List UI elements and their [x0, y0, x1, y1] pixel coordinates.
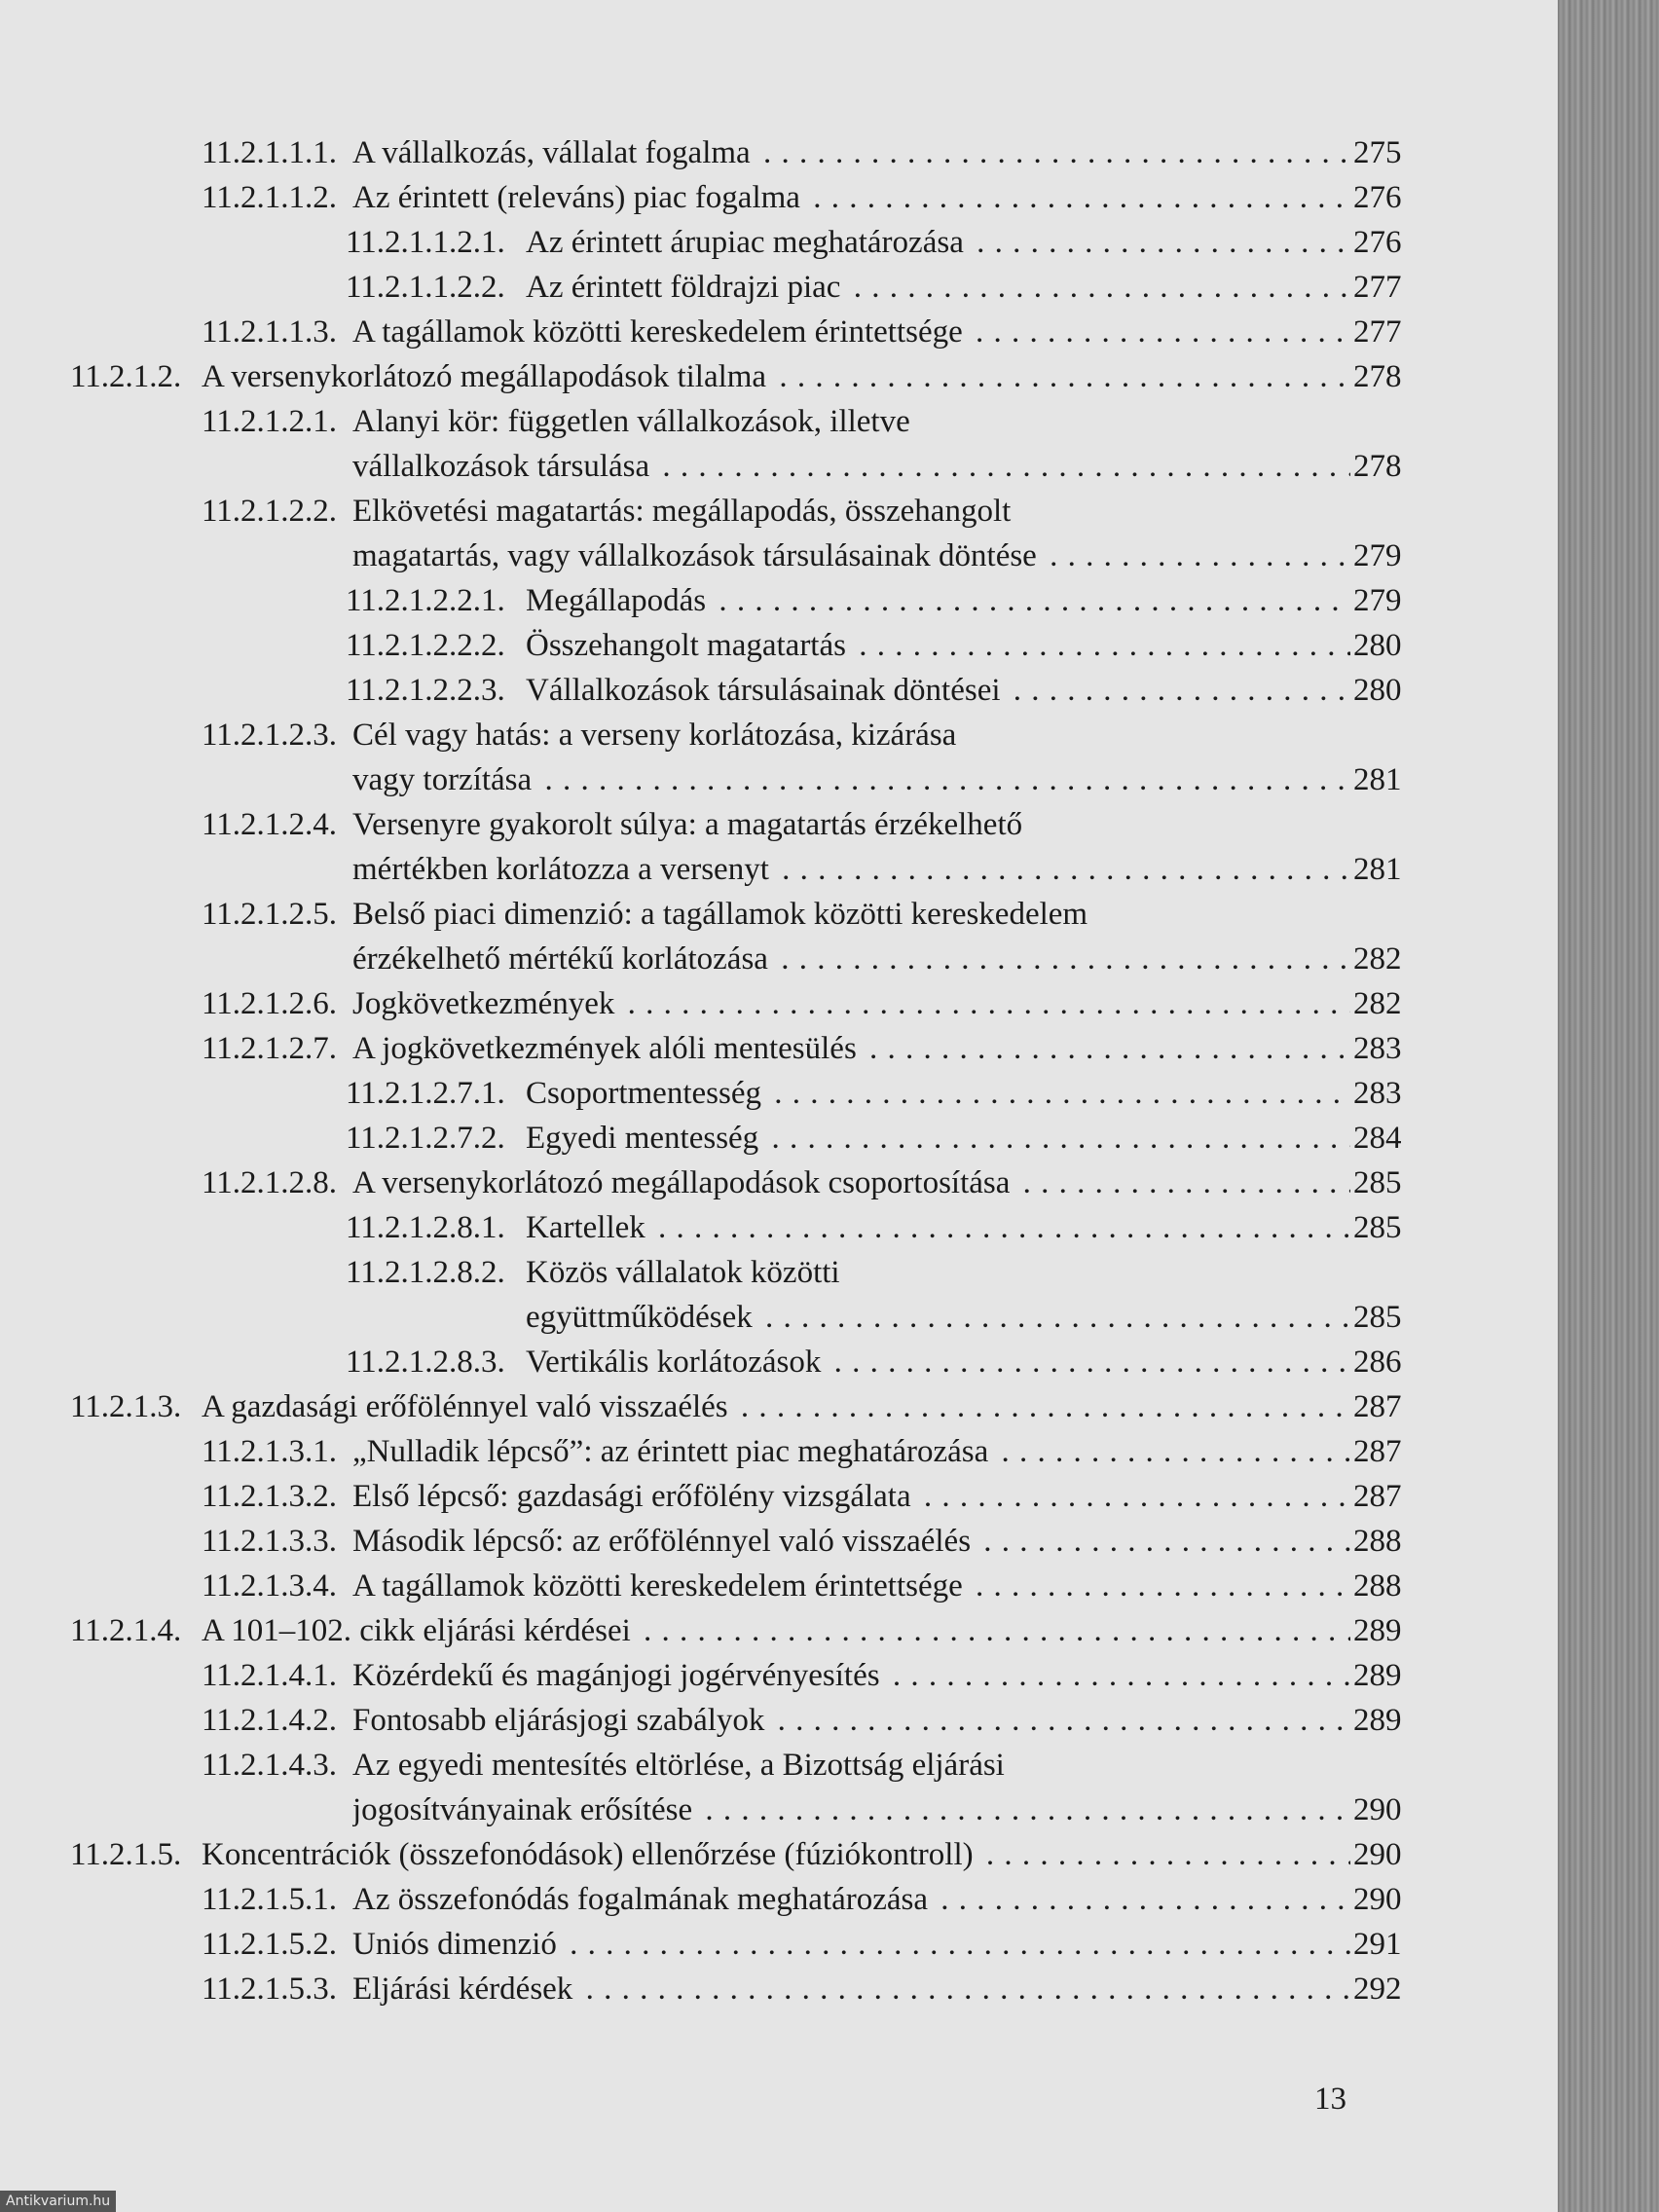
section-title-wrap	[202, 354, 1350, 399]
toc-line	[0, 1384, 1558, 1429]
toc-line	[0, 130, 1558, 175]
section-title-wrap	[202, 1608, 1350, 1653]
section-title-wrap	[352, 1429, 1350, 1474]
toc-line	[0, 981, 1558, 1026]
toc-line	[0, 399, 1558, 444]
section-number: 11.2.1.2.2.3.	[346, 673, 505, 708]
section-title: Közös vállalatok közötti	[526, 1255, 844, 1290]
toc-line	[0, 1071, 1558, 1116]
section-number: 11.2.1.2.4.	[202, 807, 338, 842]
section-number: 11.2.1.1.2.1.	[346, 225, 505, 260]
section-title-wrap	[352, 1519, 1350, 1564]
section-title-wrap	[352, 713, 1350, 757]
section-title: Az összefonódás fogalmának meghatározása	[352, 1882, 932, 1917]
section-title: A vállalkozás, vállalat fogalma	[352, 135, 755, 170]
section-title-wrap	[202, 1384, 1350, 1429]
section-page-number: 275	[1353, 135, 1402, 170]
section-number: 11.2.1.4.2.	[202, 1703, 338, 1738]
section-title-wrap	[352, 444, 1350, 489]
toc-entry	[0, 1026, 1558, 1071]
toc-entry	[0, 1877, 1558, 1922]
section-page-number: 290	[1353, 1882, 1402, 1917]
section-number: 11.2.1.2.7.2.	[346, 1121, 505, 1156]
section-title: vagy torzítása	[352, 762, 535, 797]
toc-entry	[0, 578, 1558, 623]
toc-entry	[0, 623, 1558, 668]
section-title-wrap	[352, 981, 1350, 1026]
toc-line	[0, 1743, 1558, 1788]
section-title-wrap	[352, 1743, 1350, 1788]
section-page-number: 280	[1353, 673, 1402, 708]
section-number: 11.2.1.4.1.	[202, 1658, 338, 1693]
section-title-wrap	[352, 937, 1350, 981]
section-number: 11.2.1.5.3.	[202, 1972, 338, 2007]
section-number: 11.2.1.3.3.	[202, 1524, 338, 1559]
toc-entry	[0, 1205, 1558, 1250]
section-title-wrap	[526, 1295, 1350, 1340]
section-number: 11.2.1.2.8.3.	[346, 1345, 505, 1380]
toc-entry	[0, 1071, 1558, 1116]
page-stack-edge	[1558, 0, 1659, 2212]
toc-entry	[0, 220, 1558, 265]
toc-entry	[0, 1519, 1558, 1564]
toc-entry	[0, 1250, 1558, 1340]
toc-entry	[0, 310, 1558, 354]
section-title: „Nulladik lépcső”: az érintett piac meghatározása	[352, 1434, 992, 1469]
section-number: 11.2.1.2.2.1.	[346, 583, 505, 618]
toc-line	[0, 175, 1558, 220]
toc-line	[0, 1161, 1558, 1205]
section-page-number: 290	[1353, 1792, 1402, 1827]
toc-entry	[0, 1608, 1558, 1653]
section-title-wrap	[202, 1832, 1350, 1877]
section-title-wrap	[352, 310, 1350, 354]
section-title: magatartás, vagy vállalkozások társulásainak döntése	[352, 538, 1041, 573]
section-number: 11.2.1.2.6.	[202, 986, 338, 1021]
section-title-wrap	[352, 1877, 1350, 1922]
section-page-number: 288	[1353, 1568, 1402, 1604]
toc-line	[0, 354, 1558, 399]
watermark: Antikvarium.hu	[0, 2191, 116, 2212]
toc-line	[0, 1832, 1558, 1877]
section-title-wrap	[352, 534, 1350, 578]
toc-entry	[0, 802, 1558, 892]
toc-entry	[0, 892, 1558, 981]
section-title: Összehangolt magatartás	[526, 628, 850, 663]
section-title: Kartellek	[526, 1210, 649, 1245]
toc-line	[0, 892, 1558, 937]
section-title-wrap	[352, 1026, 1350, 1071]
toc-entry	[0, 354, 1558, 399]
section-number: 11.2.1.2.2.	[202, 494, 338, 529]
section-title: A versenykorlátozó megállapodások tilalma	[202, 359, 770, 394]
toc-entry	[0, 1967, 1558, 2011]
toc-line	[0, 489, 1558, 534]
section-title: Fontosabb eljárásjogi szabályok	[352, 1703, 768, 1738]
toc-line	[0, 1608, 1558, 1653]
section-page-number: 282	[1353, 941, 1402, 977]
section-page-number: 281	[1353, 762, 1402, 797]
section-title: A tagállamok közötti kereskedelem érintettsége	[352, 1568, 967, 1604]
toc-entry	[0, 1340, 1558, 1384]
toc-line	[0, 757, 1558, 802]
section-number: 11.2.1.5.1.	[202, 1882, 338, 1917]
section-title-wrap	[352, 175, 1350, 220]
section-title-wrap	[352, 399, 1350, 444]
section-number: 11.2.1.2.8.2.	[346, 1255, 505, 1290]
section-number: 11.2.1.2.	[70, 359, 182, 394]
toc-entry	[0, 981, 1558, 1026]
section-title-wrap	[352, 892, 1350, 937]
section-title: Az érintett (releváns) piac fogalma	[352, 180, 804, 215]
section-title: Csoportmentesség	[526, 1076, 765, 1111]
section-number: 11.2.1.2.3.	[202, 718, 338, 753]
section-page-number: 282	[1353, 986, 1402, 1021]
table-of-contents	[0, 130, 1558, 2011]
section-title-wrap	[526, 1340, 1350, 1384]
section-title: érzékelhető mértékű korlátozása	[352, 941, 772, 977]
section-page-number: 279	[1353, 583, 1402, 618]
toc-entry	[0, 1698, 1558, 1743]
toc-entry	[0, 1116, 1558, 1161]
section-title: Az érintett árupiac meghatározása	[526, 225, 968, 260]
toc-entry	[0, 1743, 1558, 1832]
section-title-wrap	[352, 1161, 1350, 1205]
section-title-wrap	[352, 1967, 1350, 2011]
toc-line	[0, 1250, 1558, 1295]
section-number: 11.2.1.2.5.	[202, 897, 338, 932]
section-number: 11.2.1.2.8.	[202, 1165, 338, 1200]
section-page-number: 283	[1353, 1031, 1402, 1066]
toc-line	[0, 1788, 1558, 1832]
section-title-wrap	[352, 130, 1350, 175]
toc-line	[0, 1474, 1558, 1519]
section-title: Második lépcső: az erőfölénnyel való visszaélés	[352, 1524, 975, 1559]
section-title-wrap	[352, 1474, 1350, 1519]
section-title-wrap	[526, 623, 1350, 668]
section-page-number: 289	[1353, 1613, 1402, 1648]
toc-line	[0, 1564, 1558, 1608]
section-title: Egyedi mentesség	[526, 1121, 762, 1156]
toc-entry	[0, 1922, 1558, 1967]
toc-line	[0, 937, 1558, 981]
toc-entry	[0, 1474, 1558, 1519]
toc-entry	[0, 713, 1558, 802]
section-title: együttműködések	[526, 1300, 756, 1335]
toc-entry	[0, 175, 1558, 220]
section-title-wrap	[352, 1698, 1350, 1743]
section-page-number: 290	[1353, 1837, 1402, 1872]
section-number: 11.2.1.3.	[70, 1389, 182, 1424]
section-page-number: 285	[1353, 1210, 1402, 1245]
section-title-wrap	[352, 757, 1350, 802]
toc-line	[0, 265, 1558, 310]
section-title: Jogkövetkezmények	[352, 986, 618, 1021]
section-title-wrap	[526, 265, 1350, 310]
section-page-number: 281	[1353, 852, 1402, 887]
section-title: A tagállamok közötti kereskedelem érintettsége	[352, 314, 967, 350]
toc-line	[0, 1922, 1558, 1967]
toc-line	[0, 1205, 1558, 1250]
section-number: 11.2.1.2.7.1.	[346, 1076, 505, 1111]
toc-line	[0, 1026, 1558, 1071]
section-page-number: 286	[1353, 1345, 1402, 1380]
section-number: 11.2.1.2.7.	[202, 1031, 338, 1066]
toc-line	[0, 623, 1558, 668]
section-page-number: 287	[1353, 1434, 1402, 1469]
section-number: 11.2.1.4.	[70, 1613, 182, 1648]
toc-entry	[0, 1832, 1558, 1877]
section-page-number: 287	[1353, 1479, 1402, 1514]
section-page-number: 284	[1353, 1121, 1402, 1156]
section-number: 11.2.1.1.3.	[202, 314, 338, 350]
section-title: Első lépcső: gazdasági erőfölény vizsgálata	[352, 1479, 915, 1514]
section-page-number: 276	[1353, 225, 1402, 260]
section-number: 11.2.1.2.1.	[202, 404, 338, 439]
section-number: 11.2.1.3.2.	[202, 1479, 338, 1514]
section-page-number: 278	[1353, 359, 1402, 394]
toc-line	[0, 847, 1558, 892]
section-page-number: 278	[1353, 449, 1402, 484]
section-title-wrap	[352, 802, 1350, 847]
section-number: 11.2.1.1.2.2.	[346, 270, 505, 305]
toc-line	[0, 1877, 1558, 1922]
section-title-wrap	[526, 1116, 1350, 1161]
toc-entry	[0, 1564, 1558, 1608]
toc-entry	[0, 265, 1558, 310]
section-number: 11.2.1.5.	[70, 1837, 182, 1872]
section-number: 11.2.1.2.8.1.	[346, 1210, 505, 1245]
section-number: 11.2.1.3.4.	[202, 1568, 338, 1604]
section-title-wrap	[352, 1922, 1350, 1967]
section-page-number: 277	[1353, 270, 1402, 305]
section-page-number: 280	[1353, 628, 1402, 663]
section-page-number: 277	[1353, 314, 1402, 350]
section-title: A versenykorlátozó megállapodások csoportosítása	[352, 1165, 1014, 1200]
section-title-wrap	[526, 668, 1350, 713]
section-title: jogosítványainak erősítése	[352, 1792, 696, 1827]
section-title: Koncentrációk (összefonódások) ellenőrzése (fúziókontroll)	[202, 1837, 977, 1872]
section-number: 11.2.1.5.2.	[202, 1927, 338, 1962]
section-number: 11.2.1.3.1.	[202, 1434, 338, 1469]
section-title-wrap	[526, 220, 1350, 265]
section-title: Vertikális korlátozások	[526, 1345, 825, 1380]
section-page-number: 288	[1353, 1524, 1402, 1559]
toc-line	[0, 310, 1558, 354]
section-page-number: 292	[1353, 1972, 1402, 2007]
section-title-wrap	[352, 489, 1350, 534]
toc-line	[0, 578, 1558, 623]
section-title: Uniós dimenzió	[352, 1927, 561, 1962]
toc-line	[0, 1698, 1558, 1743]
toc-line	[0, 1967, 1558, 2011]
section-title: Elkövetési magatartás: megállapodás, összehangolt	[352, 494, 1014, 529]
section-title: Eljárási kérdések	[352, 1972, 576, 2007]
section-page-number: 285	[1353, 1165, 1402, 1200]
section-title: Közérdekű és magánjogi jogérvényesítés	[352, 1658, 884, 1693]
toc-line	[0, 444, 1558, 489]
section-title-wrap	[526, 1250, 1350, 1295]
section-title-wrap	[526, 1071, 1350, 1116]
toc-entry	[0, 1384, 1558, 1429]
toc-line	[0, 534, 1558, 578]
section-number: 11.2.1.2.2.2.	[346, 628, 505, 663]
section-page-number: 276	[1353, 180, 1402, 215]
section-title-wrap	[352, 847, 1350, 892]
toc-entry	[0, 1653, 1558, 1698]
section-title: Versenyre gyakorolt súlya: a magatartás érzékelhető	[352, 807, 1026, 842]
section-title: A gazdasági erőfölénnyel való visszaélés	[202, 1389, 732, 1424]
toc-entry	[0, 1161, 1558, 1205]
toc-line	[0, 1340, 1558, 1384]
section-title: Az egyedi mentesítés eltörlése, a Bizottság eljárási	[352, 1748, 1009, 1783]
section-page-number: 289	[1353, 1658, 1402, 1693]
section-page-number: 283	[1353, 1076, 1402, 1111]
toc-entry	[0, 130, 1558, 175]
section-number: 11.2.1.1.2.	[202, 180, 338, 215]
toc-line	[0, 802, 1558, 847]
section-page-number: 285	[1353, 1300, 1402, 1335]
section-title: Vállalkozások társulásainak döntései	[526, 673, 1005, 708]
toc-line	[0, 1116, 1558, 1161]
section-title-wrap	[352, 1653, 1350, 1698]
toc-line	[0, 220, 1558, 265]
toc-entry	[0, 1429, 1558, 1474]
toc-line	[0, 1519, 1558, 1564]
section-title: Az érintett földrajzi piac	[526, 270, 844, 305]
toc-line	[0, 1653, 1558, 1698]
section-title: Megállapodás	[526, 583, 710, 618]
section-number: 11.2.1.4.3.	[202, 1748, 338, 1783]
toc-entry	[0, 668, 1558, 713]
section-title-wrap	[526, 1205, 1350, 1250]
section-page-number: 289	[1353, 1703, 1402, 1738]
section-title: mértékben korlátozza a versenyt	[352, 852, 773, 887]
section-title-wrap	[352, 1788, 1350, 1832]
section-title-wrap	[352, 1564, 1350, 1608]
section-page-number: 291	[1353, 1927, 1402, 1962]
toc-line	[0, 1429, 1558, 1474]
section-title: A 101–102. cikk eljárási kérdései	[202, 1613, 635, 1648]
section-title: vállalkozások társulása	[352, 449, 653, 484]
page-number: 13	[1314, 2082, 1346, 2117]
toc-line	[0, 1295, 1558, 1340]
toc-entry	[0, 489, 1558, 578]
section-number: 11.2.1.1.1.	[202, 135, 338, 170]
section-title: Belső piaci dimenzió: a tagállamok közötti kereskedelem	[352, 897, 1091, 932]
section-title: Alanyi kör: független vállalkozások, illetve	[352, 404, 914, 439]
toc-entry	[0, 399, 1558, 489]
section-title: Cél vagy hatás: a verseny korlátozása, kizárása	[352, 718, 960, 753]
section-title: A jogkövetkezmények alóli mentesülés	[352, 1031, 861, 1066]
toc-line	[0, 713, 1558, 757]
toc-line	[0, 668, 1558, 713]
section-title-wrap	[526, 578, 1350, 623]
section-page-number: 287	[1353, 1389, 1402, 1424]
section-page-number: 279	[1353, 538, 1402, 573]
